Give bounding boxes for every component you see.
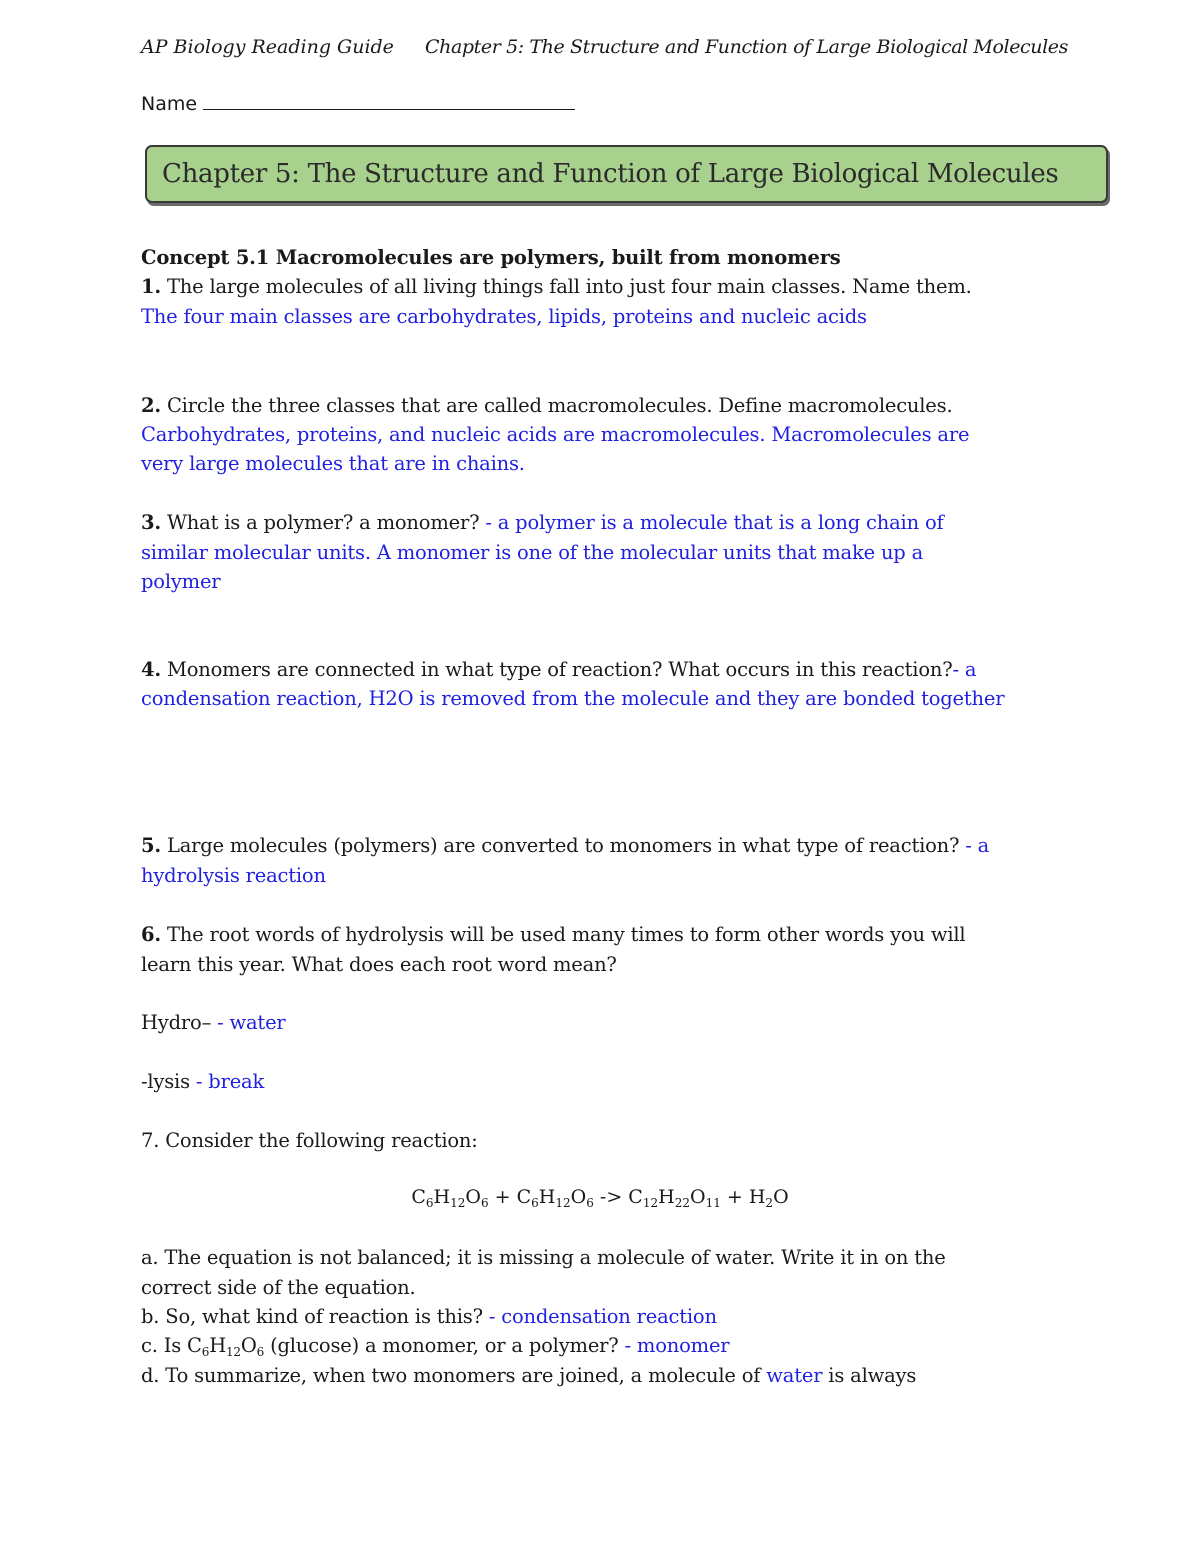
chapter-title: Chapter 5: The Structure and Function of Large Biological Molecules	[162, 159, 1059, 189]
root-lysis-label: -lysis	[141, 1070, 190, 1093]
running-header-right: Chapter 5: The Structure and Function of Large Biological Molecules	[425, 36, 1068, 58]
answer-2-line-1: Carbohydrates, proteins, and nucleic acids are macromolecules. Macromolecules are	[141, 423, 970, 446]
question-7a-line-1: a. The equation is not balanced; it is missing a molecule of water. Write it in on the	[141, 1246, 946, 1269]
question-number: 2.	[141, 394, 161, 417]
question-7: 7. Consider the following reaction:	[141, 1129, 478, 1152]
question-number: 6.	[141, 923, 161, 946]
answer-3-line-2: similar molecular units. A monomer is one of the molecular units that make up a	[141, 541, 924, 564]
question-7d: d. To summarize, when two monomers are joined, a molecule of water is always	[141, 1364, 917, 1387]
question-number: 3.	[141, 511, 161, 534]
question-text: Circle the three classes that are called macromolecules. Define macromolecules.	[160, 394, 953, 417]
question-number: 4.	[141, 658, 161, 681]
question-text: d. To summarize, when two monomers are joined, a molecule of	[141, 1364, 767, 1387]
question-5	[141, 834, 989, 858]
question-4	[141, 658, 976, 682]
reaction-arrow: ->	[593, 1186, 629, 1208]
question-text: The large molecules of all living things fall into just four main classes. Name them.	[160, 275, 972, 298]
root-hydro-label: Hydro–	[141, 1011, 212, 1034]
question-text: b. So, what kind of reaction is this?	[141, 1305, 483, 1328]
answer-4-line-2: condensation reaction, H2O is removed from the molecule and they are bonded together	[141, 687, 1005, 710]
answer-2-line-2: very large molecules that are in chains.	[141, 452, 525, 475]
question-7c: c. Is $C_6H_{12}O_6$ (glucose) a monomer, or a polymer? - monomer	[141, 1334, 730, 1359]
name-label: Name	[141, 93, 198, 115]
answer-7c: - monomer	[618, 1334, 730, 1357]
concept-heading: Concept 5.1 Macromolecules are polymers, built from monomers	[141, 246, 841, 269]
question-6-line-2: learn this year. What does each root word mean?	[141, 953, 617, 976]
question-text: Large molecules (polymers) are converted to monomers in what type of reaction?	[160, 834, 966, 857]
question-3	[141, 511, 944, 535]
answer-3-line-1: - a polymer is a molecule that is a long chain of	[485, 511, 944, 534]
answer-5-line-1: - a	[965, 834, 990, 857]
plus-sign: +	[488, 1186, 517, 1208]
question-text: The root words of hydrolysis will be used many times to form other words you will	[160, 923, 966, 946]
plus-sign: +	[720, 1186, 749, 1208]
product-1: $C_{12}H_{22}O_{11}$	[628, 1186, 721, 1210]
question-2	[141, 394, 952, 418]
answer-3-line-3: polymer	[141, 570, 221, 593]
reactant-2: $C_6H_{12}O_6$	[516, 1186, 594, 1210]
root-hydro	[141, 1011, 286, 1035]
product-2: $H_2O$	[748, 1186, 789, 1210]
answer-7b: - condensation reaction	[482, 1305, 717, 1328]
question-7b	[141, 1305, 717, 1329]
reaction-equation	[0, 1186, 1200, 1208]
chapter-title-box	[145, 145, 1108, 203]
answer-7d: water	[766, 1364, 823, 1387]
question-6	[141, 923, 965, 947]
question-text: What is a polymer? a monomer?	[160, 511, 486, 534]
root-lysis-answer: - break	[189, 1070, 265, 1093]
answer-1: The four main classes are carbohydrates, lipids, proteins and nucleic acids	[141, 305, 867, 328]
name-blank-line[interactable]	[203, 91, 575, 110]
root-lysis	[141, 1070, 264, 1094]
running-header-left: AP Biology Reading Guide	[141, 36, 394, 58]
answer-4-line-1: - a	[952, 658, 977, 681]
question-7a-line-2: correct side of the equation.	[141, 1276, 416, 1299]
question-text: Monomers are connected in what type of reaction? What occurs in this reaction?	[160, 658, 953, 681]
question-number: 1.	[141, 275, 161, 298]
answer-5-line-2: hydrolysis reaction	[141, 864, 326, 887]
name-field	[141, 91, 575, 115]
question-1	[141, 275, 972, 299]
question-number: 5.	[141, 834, 161, 857]
reactant-1: $C_6H_{12}O_6$	[411, 1186, 489, 1210]
root-hydro-answer: - water	[211, 1011, 286, 1034]
